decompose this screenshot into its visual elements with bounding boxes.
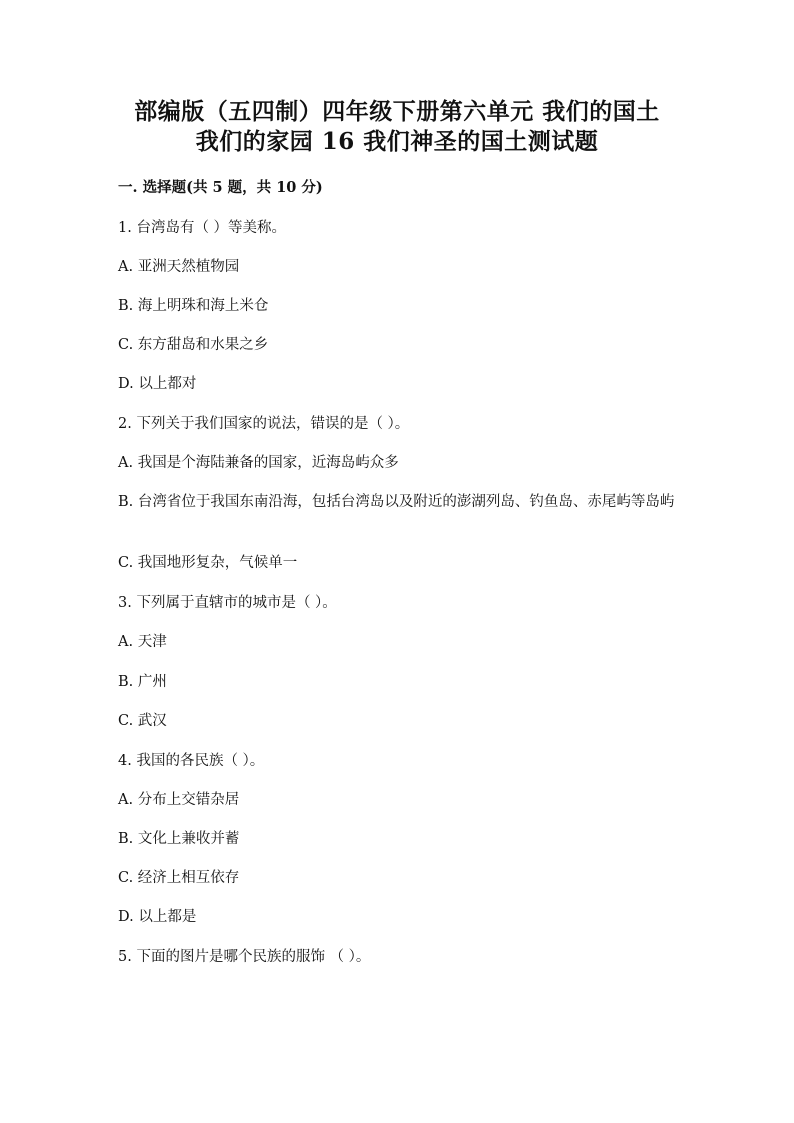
question-1-option-c: C. 东方甜岛和水果之乡	[118, 337, 269, 353]
question-1-stem: 1. 台湾岛有（ ）等美称。	[118, 220, 287, 236]
document-title-line-2: 我们的家园 16 我们神圣的国土测试题	[195, 128, 599, 155]
question-1-option-d: D. 以上都对	[118, 376, 197, 392]
question-3-option-c: C. 武汉	[118, 713, 167, 729]
question-1-option-b: B. 海上明珠和海上米仓	[118, 298, 269, 314]
question-4-stem: 4. 我国的各民族（ ）。	[118, 753, 265, 769]
question-4-option-b: B. 文化上兼收并蓄	[118, 831, 240, 847]
question-4-option-d: D. 以上都是	[118, 909, 197, 925]
document-title-line-1: 部编版（五四制）四年级下册第六单元 我们的国土	[134, 98, 660, 125]
question-2-option-a: A. 我国是个海陆兼备的国家，近海岛屿众多	[118, 455, 399, 471]
question-3-option-a: A. 天津	[118, 634, 167, 650]
question-3-option-b: B. 广州	[118, 674, 167, 690]
question-2-option-c: C. 我国地形复杂，气候单一	[118, 555, 298, 571]
question-2-option-b: B. 台湾省位于我国东南沿海，包括台湾岛以及附近的澎湖列岛、钓鱼岛、赤尾屿等岛屿	[118, 494, 675, 510]
question-4-option-a: A. 分布上交错杂居	[118, 792, 240, 808]
question-5-stem: 5. 下面的图片是哪个民族的服饰 （ ）。	[118, 949, 371, 965]
question-1-option-a: A. 亚洲天然植物园	[118, 259, 240, 275]
section-heading: 一. 选择题(共 5 题，共 10 分)	[118, 179, 323, 196]
question-3-stem: 3. 下列属于直辖市的城市是（ ）。	[118, 595, 337, 611]
question-4-option-c: C. 经济上相互依存	[118, 870, 240, 886]
question-2-stem: 2. 下列关于我们国家的说法，错误的是（ ）。	[118, 416, 410, 432]
